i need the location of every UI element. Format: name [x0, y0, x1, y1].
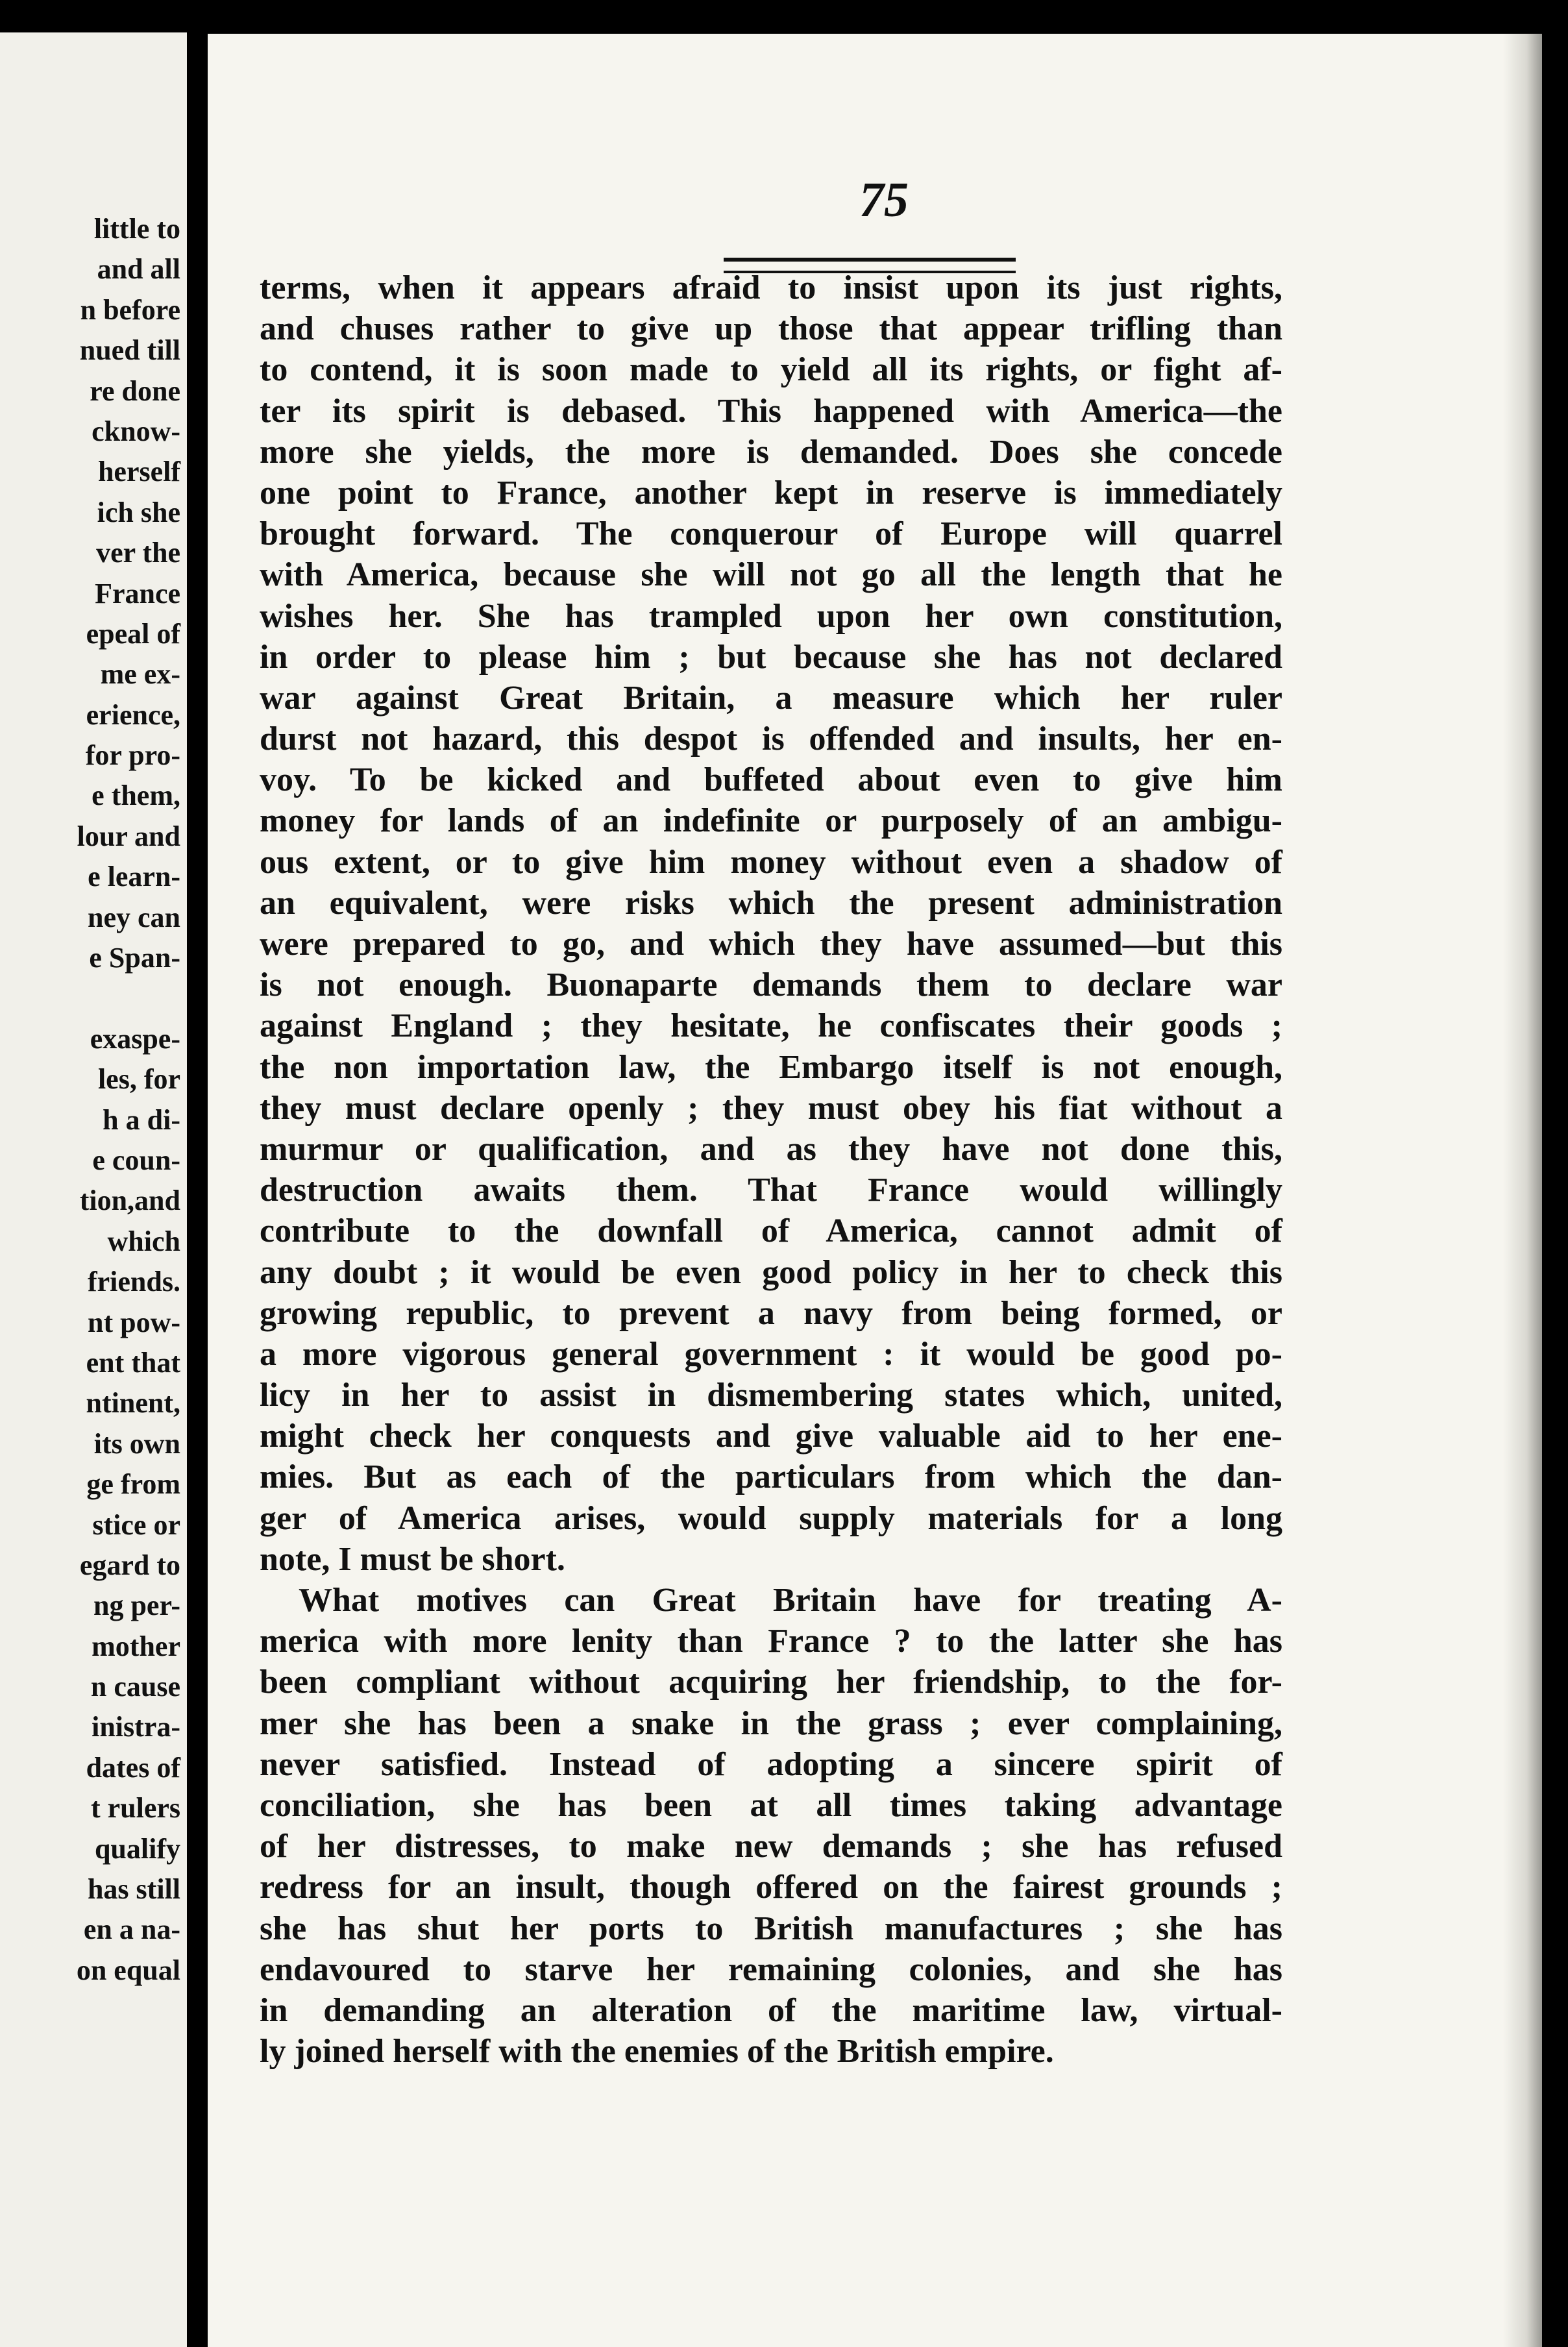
- left-fragment-line: en a na-: [83, 1913, 180, 1946]
- paragraph2-line: she has shut her ports to British manufactures ; she has: [260, 1910, 1282, 1947]
- left-fragment-line: re done: [90, 375, 180, 407]
- body-text: [208, 267, 1282, 2072]
- left-fragment-line: little to: [93, 213, 180, 245]
- left-fragment-line: nt pow-: [87, 1306, 180, 1338]
- paragraph1-line: note, I must be short.: [260, 1540, 565, 1578]
- paragraph2-line: never satisfied. Instead of adopting a sincere spirit of: [260, 1745, 1282, 1783]
- paragraph1-line: destruction awaits them. That France would willingly: [260, 1172, 1282, 1209]
- left-fragment-line: which: [107, 1225, 180, 1257]
- left-fragment-line: [0, 978, 187, 1018]
- paragraph2-line: been compliant without acquiring her friendship, to the for-: [260, 1664, 1282, 1701]
- left-fragment-line: nued till: [79, 334, 180, 367]
- left-fragment-line: t rulers: [90, 1792, 180, 1825]
- left-fragment-line: n cause: [90, 1671, 180, 1703]
- left-fragment-line: mother: [92, 1630, 180, 1662]
- left-fragment-line: ich she: [97, 496, 180, 528]
- paragraph1-line: an equivalent, were risks which the present administration: [260, 884, 1282, 922]
- left-fragment-line: friends.: [88, 1266, 180, 1298]
- paragraph2-line: merica with more lenity than France ? to the latter she has: [260, 1623, 1282, 1660]
- left-fragment-line: stice or: [92, 1508, 180, 1541]
- paragraph1-line: any doubt ; it would be even good policy in her to check this: [260, 1253, 1282, 1291]
- paragraph1-line: ter its spirit is debased. This happened with America—the: [260, 392, 1282, 430]
- paragraph1-line: durst not hazard, this despot is offended and insults, her en-: [260, 720, 1282, 758]
- left-fragment-line: ent that: [86, 1346, 180, 1379]
- paragraph1-line: murmur or qualification, and as they have not done this,: [260, 1130, 1282, 1168]
- left-fragment-line: erience,: [86, 698, 180, 731]
- paragraph1-line: one point to France, another kept in reserve is immediately: [260, 474, 1282, 511]
- left-fragment-line: ney can: [88, 901, 180, 933]
- paragraph1-line: were prepared to go, and which they have assumed—but this: [260, 926, 1282, 963]
- paragraph1-line: and chuses rather to give up those that appear trifling than: [260, 310, 1282, 348]
- paragraph2-line: mer she has been a snake in the grass ; ever complaining,: [260, 1704, 1282, 1742]
- paragraph1-line: ous extent, or to give him money without even a shadow of: [260, 843, 1282, 881]
- left-fragment-line: qualify: [94, 1832, 180, 1865]
- left-fragment-line: e Span-: [89, 942, 180, 974]
- paragraph1-line: contribute to the downfall of America, cannot admit of: [260, 1212, 1282, 1250]
- page-edge-shadow: [1503, 34, 1542, 2347]
- left-fragment-line: e learn-: [88, 861, 180, 893]
- left-fragment-line: France: [95, 577, 180, 609]
- left-fragment-line: ge from: [86, 1468, 180, 1501]
- paragraph1-line: is not enough. Buonaparte demands them to declare war: [260, 966, 1282, 1004]
- paragraph2-line: of her distresses, to make new demands ; she has refused: [260, 1828, 1282, 1865]
- paragraph2-line: ly joined herself with the enemies of the British empire.: [260, 2033, 1054, 2071]
- left-fragment-line: n before: [80, 293, 180, 326]
- left-fragment-line: dates of: [86, 1751, 180, 1784]
- paragraph1-line: growing republic, to prevent a navy from being formed, or: [260, 1294, 1282, 1332]
- left-fragment-line: inistra-: [92, 1711, 180, 1743]
- paragraph2-line: endavoured to starve her remaining colonies, and she has: [260, 1950, 1282, 1988]
- paragraph2-line: What motives can Great Britain have for treating A-: [299, 1582, 1282, 1619]
- paragraph1-line: a more vigorous general government : it would be good po-: [260, 1335, 1282, 1373]
- paragraph1-line: might check her conquests and give valuable aid to her ene-: [260, 1418, 1282, 1455]
- left-fragment-line: e them,: [92, 780, 180, 812]
- left-fragment-line: e coun-: [92, 1144, 180, 1176]
- left-fragment-line: its own: [93, 1427, 180, 1460]
- left-fragment-line: on equal: [76, 1954, 180, 1986]
- left-fragment-line: ver the: [96, 537, 180, 569]
- paragraph1-line: brought forward. The conquerour of Europe will quarrel: [260, 515, 1282, 553]
- left-fragment-line: and all: [97, 253, 180, 286]
- left-fragment-line: exaspe-: [90, 1022, 180, 1055]
- left-page-text-fragments: [0, 209, 187, 1991]
- left-fragment-line: herself: [97, 456, 180, 488]
- left-fragment-line: h a di-: [103, 1103, 180, 1136]
- paragraph1-line: more she yields, the more is demanded. Does she concede: [260, 433, 1282, 471]
- left-fragment-line: les, for: [97, 1063, 180, 1096]
- left-fragment-line: egard to: [79, 1549, 180, 1581]
- paragraph1-line: money for lands of an indefinite or purposely of an ambigu-: [260, 802, 1282, 840]
- right-page: [208, 34, 1542, 2347]
- left-fragment-line: lour and: [77, 820, 180, 852]
- left-fragment-line: ng per-: [93, 1590, 180, 1622]
- left-fragment-line: epeal of: [86, 617, 180, 650]
- left-fragment-line: for pro-: [85, 739, 180, 772]
- page-number: 75: [859, 173, 909, 227]
- left-fragment-line: has still: [87, 1873, 180, 1906]
- paragraph1-line: the non importation law, the Embargo itself is not enough,: [260, 1048, 1282, 1086]
- book-gutter: [187, 0, 208, 2347]
- paragraph1-line: they must declare openly ; they must obey his fiat without a: [260, 1089, 1282, 1127]
- left-fragment-line: tion,and: [79, 1185, 180, 1217]
- paragraph1-line: in order to please him ; but because she has not declared: [260, 638, 1282, 676]
- paragraph1-line: war against Great Britain, a measure which her ruler: [260, 679, 1282, 717]
- paragraph2-line: redress for an insult, though offered on the fairest grounds ;: [260, 1869, 1282, 1906]
- left-fragment-line: me ex-: [100, 658, 180, 691]
- paragraph2-line: conciliation, she has been at all times taking advantage: [260, 1786, 1282, 1824]
- left-fragment-line: cknow-: [92, 415, 180, 447]
- paragraph1-line: wishes her. She has trampled upon her own constitution,: [260, 597, 1282, 635]
- left-fragment-line: ntinent,: [86, 1387, 180, 1419]
- left-page-edge: [0, 32, 187, 2347]
- paragraph1-line: voy. To be kicked and buffeted about even to give him: [260, 761, 1282, 799]
- paragraph1-line: terms, when it appears afraid to insist upon its just rights,: [260, 269, 1282, 306]
- paragraph1-line: against England ; they hesitate, he confiscates their goods ;: [260, 1007, 1282, 1045]
- paragraph1-line: with America, because she will not go all the length that he: [260, 556, 1282, 594]
- paragraph1-line: ger of America arises, would supply materials for a long: [260, 1499, 1282, 1537]
- paragraph1-line: to contend, it is soon made to yield all its rights, or fight af-: [260, 351, 1282, 389]
- paragraph1-line: licy in her to assist in dismembering states which, united,: [260, 1377, 1282, 1414]
- paragraph2-line: in demanding an alteration of the maritime law, virtual-: [260, 1991, 1282, 2029]
- paragraph1-line: mies. But as each of the particulars from which the dan-: [260, 1458, 1282, 1496]
